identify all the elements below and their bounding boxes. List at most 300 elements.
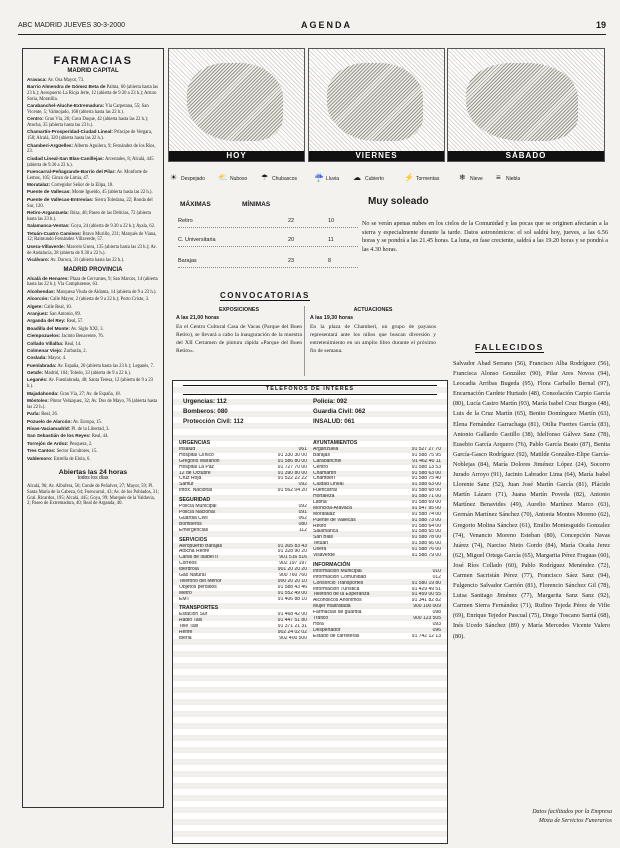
- phone-highlight: Urgencias: 112: [183, 398, 227, 405]
- phone-row: [313, 634, 441, 640]
- pharmacy-area: Tetuán-Cuatro Caminos:: [27, 230, 82, 236]
- phones-box: [172, 380, 448, 844]
- pharmacy-area: Puente de Vallecas-Entrevías:: [27, 196, 94, 202]
- pharmacy-entry: [23, 231, 163, 244]
- phone-name: Mujer maltratada: [313, 604, 351, 610]
- pharmacy-area: Parla:: [27, 411, 41, 417]
- pharmacy-address: Av. España, 20 (abierta hasta las 23 h.); Leganés, 7.: [57, 363, 155, 369]
- pharmacy-entry: [23, 355, 163, 362]
- showers-icon: ☂: [261, 173, 269, 182]
- capital-title: MADRID CAPITAL: [67, 67, 119, 74]
- phone-number: 91 547 95 00: [411, 505, 441, 511]
- min-header: MÍNIMAS: [242, 201, 271, 208]
- phone-number: 901 20 20 20: [277, 567, 307, 573]
- phone-name: Iberdrola: [179, 567, 199, 573]
- weather-map-saturday: [447, 48, 605, 162]
- temp-station: Barajas: [178, 258, 197, 264]
- pharmacy-area: Majadahonda:: [27, 390, 59, 396]
- pharmacy-area: Getafe:: [27, 370, 44, 376]
- phone-number: 012: [432, 574, 441, 580]
- pharmacy-area: Rivas-Vaciamadrid:: [27, 426, 71, 432]
- pharmacy-area: Aranjuez:: [27, 310, 49, 316]
- weather-map-today: [168, 48, 305, 162]
- phone-number: 91 588 64 00: [411, 523, 441, 529]
- phone-name: Gas Natural: [179, 573, 206, 579]
- phone-number: 061: [298, 447, 307, 452]
- pharmacy-entry: [23, 289, 163, 296]
- phone-number: 900 760 760: [279, 573, 307, 579]
- pharmacy-entry: [23, 223, 163, 230]
- temp-station: C. Universitaria: [178, 237, 216, 243]
- phone-number: 900 20 20 10: [277, 578, 307, 584]
- phone-name: Moncloa-Aravaca: [313, 505, 352, 511]
- storm-icon: ⚡: [404, 173, 414, 182]
- pharmacy-area: Alcorcón:: [27, 296, 49, 302]
- phone-name: Cruz Roja: [179, 476, 202, 482]
- pharmacy-area: Retiro-Arganzuela:: [27, 210, 69, 216]
- pharmacy-entry: [23, 318, 163, 325]
- pharmacy-address: Sector Escultores, 15.: [56, 449, 98, 455]
- phone-number: 91 562 04 20: [277, 488, 307, 494]
- pharmacies-box: [22, 48, 164, 808]
- pharmacy-address: Alberto Aguilera, 9; Fernández de los Ríos, 23.: [27, 143, 156, 155]
- phone-number: 112: [299, 527, 307, 533]
- pharmacy-entry: [23, 276, 163, 289]
- phone-number: 902 197 197: [279, 561, 307, 567]
- convocatoria-text: En el Centro Cultural Casa de Vacas (Parque del Buen Retiro), se llevará a cabo la inauguración de la muestra del XII Certamen de pintura rápida «Parque del Buen Retiro».: [176, 323, 302, 355]
- legend-label: Niebla: [506, 176, 521, 182]
- phone-name: Insalud: [179, 447, 196, 452]
- phones-column-right: [313, 437, 441, 640]
- phone-name: EMT: [179, 596, 190, 602]
- section-title: AGENDA: [301, 20, 353, 30]
- phone-name: Consorcio Transportes: [313, 580, 364, 586]
- phone-name: Información Comunidad: [313, 574, 367, 580]
- phone-name: Usera: [313, 547, 327, 553]
- phone-row: [179, 488, 307, 494]
- phone-number: 91 588 43 46: [277, 584, 307, 590]
- pharmacy-address: Zurbarán, 2.: [63, 348, 87, 354]
- phone-number: 91 588 78 00: [411, 535, 441, 541]
- pharmacy-address: Sierra Toledana, 22; Ronda del Sur, 120.: [27, 197, 153, 209]
- phone-number: 91 588 69 00: [411, 500, 441, 506]
- pharmacy-area: Arganda del Rey:: [27, 318, 66, 324]
- temp-min: 10: [328, 218, 335, 224]
- pharmacy-area: Coslada:: [27, 355, 47, 361]
- pharmacy-entry: [23, 103, 163, 116]
- convocatoria-head: ACTUACIONES: [353, 307, 393, 313]
- pharmacy-address: Marcelo Usera, 135 (abierta hasta las 23 h.); Av. de Andalucía, 28 (abierta de 9.30 a 22 h.).: [27, 244, 157, 256]
- phone-number: 91 588 65 00: [411, 529, 441, 535]
- phone-name: Fuencarral: [313, 488, 337, 494]
- pharmacy-address: Gran Vía, 26; Cava Duque, 42 (abierta hasta las 22 h.); Atocha, 35 (abierta hasta las 23 h.).: [27, 117, 148, 128]
- open-24h-text: Alcalá, 96; Av. Albufera, 56; Conde de Peñalver, 27; Mayor, 59; Pl. Santa María de la Cabeza, 64; Fuencarral, 43; Av. de los Poblados, 31; Gral. Ricardos, 195; Alcalá, 445; Goya, 99; Marqués de la Valdavia, 2; Paseo de Extremadura, 40; Real de Arganda, 40.: [27, 483, 159, 507]
- fallecidos-title: FALLECIDOS: [475, 342, 544, 352]
- pharmacies-title: FARMACIAS: [53, 55, 133, 67]
- phone-highlight: Protección Civil: 112: [183, 418, 244, 425]
- pharmacy-entry: [23, 182, 163, 189]
- phone-number: 91 371 21 31: [277, 624, 307, 630]
- phone-number: 900 123 505: [413, 616, 441, 622]
- pharmacy-entry: [23, 143, 163, 156]
- phone-row: [179, 528, 307, 534]
- pharmacy-area: Barrio Almendra de Gómez Beta de: [27, 83, 106, 89]
- phone-number: 91 390 80 00: [277, 470, 307, 476]
- pharmacy-entry: [23, 189, 163, 196]
- phone-name: Farmacias de guardia: [313, 610, 362, 616]
- legend-label: Nieve: [470, 176, 483, 182]
- pharmacy-area: Alcalá de Henares:: [27, 275, 69, 281]
- pharmacy-address: Bravo Murillo, 231; Marqués de Viana, 12; Raimundo Fernández Villaverde, 57.: [27, 231, 157, 243]
- pharmacy-entry: [23, 129, 163, 142]
- phone-name: Hortaleza: [313, 494, 335, 500]
- pharmacy-area: Fuenlabrada:: [27, 362, 57, 368]
- weather-map-friday: [308, 48, 445, 162]
- pharmacy-area: Colmenar Viejo:: [27, 347, 63, 353]
- pharmacy-address: Pesquera, 2.: [69, 441, 93, 447]
- phone-number: 91 580 19 80: [411, 580, 441, 586]
- fallecidos-list: Salvador Abad Serrano (56), Francisco Alba Rodríguez (56), Francisca Alonso González (90), Pilar Ares Novoa (94), Leocadia Arribas Bugeda (95), Flora Carballo Bernal (97), Encarnación Cardete Hurtado (48), Consolación Carpio García (80), Lucía Castro Martín (93), María Isabel Cruz Burgos (48), Luis de la Cruz Martín (65), Benito Domínguez Martín (63), Elena Fernández Garrachaga (81), Otilia Fuertes García (83), Antonio Gallardo Castillo (38), Idelfonso Gálvez Sanz (78), Eusebio García Arquero (76), Pablo García Beato (87), Benita García-Gasco Rodríguez (92), Matilde González-Elipe García-Noblejas (84), María Dolores Jiménez López (24), Socorro Jurado Arroyo (91), Jacinto Labrador Lima (64), María Isabel Llorente Sanz (52), Juan José Martín García (81), Plácido Martín Lázaro (71), Juana Martín Poveda (82), Antonio Martínez Benavides (49), Aurelio Martínez Marco (63), Germán Martínez Sánchez (70), Antonia Montes Moreno (62), Gregorio Molina Sánchez (61), Emilio Montesguido Gonzalez (74), Venancio Moreno Esteban (80), Concepción Navas Juárez (74), Narciso Nieto Gordo (84), María Ocaña Jerez (62), Miguel Ortega García (65), Margarita Pérez Fraguas (60), José Ríos Collado (60), Pablo Rodríguez Menéndez (72), Carmen Sacristán Pérez (77), Francisco Sáez Sanz (94), Fulgencio Salvador Carrión (81), Florencio Sánchez Gil (78), Luisa Santiago Jiménez (77), Margarita Sanz Sanz (92), Carmen Sierra Fernández (71), Rufino Tejeda Pérez de Vifie (69), Enrique Tejedor Pascual (75), Diego Toscano Sarriá (68), Inés Ucedo Sánchez (89) y María Mercedes Vicente Valero (80).: [453, 360, 610, 640]
- pharmacy-entry: [23, 197, 163, 210]
- phone-name: Objetos perdidos: [179, 584, 217, 590]
- phone-number: 91 522 22 22: [277, 476, 307, 482]
- phone-number: 902 400 500: [279, 636, 307, 642]
- phone-number: 91 330 30 00: [277, 452, 307, 458]
- pharmacy-address: Corregidor Señor de la Elipa, 18.: [51, 183, 114, 189]
- provincia-title: MADRID PROVINCIA: [63, 266, 123, 273]
- pharmacy-area: Ciempozuelos:: [27, 333, 61, 339]
- rain-icon: ☔: [314, 173, 324, 182]
- phone-highlight: Guardia Civil: 062: [313, 408, 366, 415]
- map-caption: SÁBADO: [448, 151, 604, 161]
- phones-column-left: [179, 437, 307, 642]
- pharmacy-area: Alcobendas:: [27, 288, 56, 294]
- legend-label: Tormentas: [416, 176, 440, 182]
- convocatoria-time: A las 19,30 horas: [310, 315, 354, 322]
- pharmacy-entry: [23, 448, 163, 455]
- phone-number: 902 24 02 02: [277, 630, 307, 636]
- convocatoria-head: EXPOSICIONES: [218, 307, 260, 313]
- open-24h-title: Abiertas las 24 horas: [58, 469, 128, 477]
- pharmacy-area: San Sebastián de los Reyes:: [27, 433, 91, 439]
- pharmacy-entry: [23, 456, 163, 463]
- phone-name: San Blas: [313, 535, 334, 541]
- pharmacy-area: Fuencarral-Peñagrande-Barrio del Pilar:: [27, 168, 116, 174]
- open-24h-subtitle: todos los días: [77, 475, 109, 482]
- phone-number: 010: [432, 568, 441, 574]
- map-region: [327, 63, 423, 141]
- phone-number: 91 586 80 00: [277, 458, 307, 464]
- pharmacy-area: Moratalaz:: [27, 182, 51, 188]
- phones-title: TELÉFONOS DE INTERÉS: [183, 385, 437, 395]
- pharmacy-address: Goya, 24 (abierta de 9.30 a 22 h.); Ayala, 62.: [70, 224, 156, 230]
- phone-number: 91 588 63 00: [411, 470, 441, 476]
- phone-number: 901 516 516: [279, 555, 307, 561]
- pharmacy-area: Centro:: [27, 116, 44, 122]
- phone-name: 12 de Octubre: [179, 470, 211, 476]
- pharmacy-address: Calle Mayor, 2 (abierta de 9 a 22 h.); Porto Cristo, 3.: [50, 297, 150, 303]
- phone-name: Villaverde: [313, 553, 335, 559]
- phone-name: Carabanchel: [313, 458, 342, 464]
- phone-number: 91 588 13 53: [411, 464, 441, 470]
- pharmacy-address: Real, 26.: [41, 412, 58, 418]
- phone-name: Latina: [313, 500, 327, 506]
- phone-number: 062: [298, 515, 307, 521]
- phone-name: Hora: [313, 621, 324, 627]
- pharmacy-address: Real, 44.: [91, 434, 109, 440]
- source-line: Mixta de Servicios Funerarios: [538, 818, 612, 824]
- phone-number: 91 447 51 80: [277, 618, 307, 624]
- phone-name: Chamberí: [313, 476, 335, 482]
- pharmacy-entry: [23, 341, 163, 348]
- phone-name: Estado de carreteras: [313, 633, 360, 639]
- phone-number: 092: [298, 482, 307, 488]
- pharmacy-address: Av. Monforte de Lemos, 105; Ginzo de Limia, 47.: [27, 169, 148, 181]
- convocatorias-title: CONVOCATORIAS: [220, 291, 310, 300]
- temp-max: 22: [288, 218, 295, 224]
- pharmacy-area: Algete:: [27, 303, 43, 309]
- map-region: [187, 63, 283, 141]
- phone-name: Canal de Isabel II: [179, 555, 218, 561]
- phone-number: 91 459 00 55: [411, 592, 441, 598]
- capital-list: [23, 77, 163, 264]
- pharmacy-address: Real, 57.: [66, 319, 84, 325]
- phone-number: 91 406 88 10: [277, 596, 307, 602]
- pharmacy-address: Real, 14.: [64, 341, 82, 347]
- pharmacy-area: Vicálvaro:: [27, 257, 50, 263]
- convocatoria-exposiciones: [176, 306, 302, 356]
- column-divider: [304, 306, 305, 376]
- legend-label: Chubascos: [272, 176, 298, 182]
- phone-name: Puente de Vallecas: [313, 517, 356, 523]
- pharmacy-area: Móstoles:: [27, 398, 49, 404]
- phones-category: SEGURIDAD: [179, 497, 211, 504]
- phones-category: AYUNTAMIENTOS: [313, 440, 358, 446]
- max-header: MÁXIMAS: [180, 201, 211, 208]
- pharmacy-address: San Antonio, 89.: [49, 311, 82, 317]
- pharmacy-entry: [23, 348, 163, 355]
- phone-name: Teléfono del Menor: [179, 578, 222, 584]
- sun-icon: ☀: [170, 173, 178, 182]
- phone-name: Teléfono de la Esperanza: [313, 592, 370, 598]
- pharmacy-entry: [23, 363, 163, 370]
- legend-label: Cubierto: [365, 176, 384, 182]
- pharmacy-area: Ciudad Lineal-San Blas-Canillejas:: [27, 155, 105, 161]
- phone-name: Intox. Nacional: [179, 488, 213, 494]
- pharmacy-entry: [23, 333, 163, 340]
- phone-name: Guardia Civil: [179, 515, 208, 521]
- phone-highlight: INSALUD: 061: [313, 418, 355, 425]
- phone-highlight: Policía: 092: [313, 398, 348, 405]
- header-date: ABC MADRID JUEVES 30-3-2000: [18, 22, 125, 29]
- pharmacy-area: Pozuelo de Alarcón:: [27, 418, 72, 424]
- pharmacy-entry: [23, 311, 163, 318]
- phone-number: 91 527 27 70: [411, 447, 441, 452]
- phone-name: Arganzuela: [313, 447, 339, 452]
- phone-number: 91 588 76 00: [411, 547, 441, 553]
- pharmacy-area: Aravaca:: [27, 76, 47, 82]
- pharmacy-entry: [23, 370, 163, 377]
- phone-number: 91 742 12 13: [411, 633, 441, 639]
- phone-number: 91 468 42 00: [277, 612, 307, 618]
- pharmacy-entry: [23, 210, 163, 223]
- pharmacy-entry: [23, 84, 163, 102]
- pharmacy-address: Pl. de la Libertad, 3.: [71, 427, 110, 433]
- phone-number: 91 588 75 95: [411, 452, 441, 458]
- pharmacy-address: Av. Daroca, 31 (abierta hasta las 22 h.).: [50, 258, 125, 264]
- pharmacy-address: Marquesa Viuda de Aldama, 14 (abierta de 9 a 23 h.).: [56, 289, 157, 295]
- pharmacy-address: Av. Osa Mayor, 73.: [47, 77, 85, 83]
- pharmacy-area: Leganés:: [27, 377, 48, 383]
- phone-number: 91 588 79 00: [411, 553, 441, 559]
- pharmacy-entry: [23, 156, 163, 169]
- legend-label: Lluvia: [326, 176, 340, 182]
- pharmacy-address: Jacinto Benavente, 76.: [61, 334, 104, 340]
- phone-number: 91 429 49 51: [411, 586, 441, 592]
- provincia-list: [23, 276, 163, 463]
- phone-name: Atocha Renfe: [179, 549, 210, 555]
- pharmacy-entry: [23, 244, 163, 257]
- phone-name: Tetuán: [313, 541, 329, 547]
- pharmacy-address: Monte Igueldo, 45 (abierta hasta las 22 h.).: [71, 190, 153, 196]
- page-number: 19: [595, 20, 606, 30]
- pharmacy-address: Estrella de Elola, 6.: [53, 456, 91, 462]
- phone-name: Hospital Clínico: [179, 452, 214, 458]
- phone-name: Salamanca: [313, 529, 339, 535]
- phone-number: 900 100 009: [413, 604, 441, 610]
- weather-legend: [170, 172, 600, 186]
- phone-name: Aeropuerto Barajas: [179, 543, 223, 549]
- phone-highlight: Bomberos: 080: [183, 408, 228, 415]
- fallecidos-source: [478, 808, 612, 826]
- pharmacy-entry: [23, 116, 163, 129]
- phone-name: Gregorio Marañón: [179, 458, 220, 464]
- pharmacy-area: Chamartín-Prosperidad-Ciudad Lineal:: [27, 129, 113, 135]
- pharmacy-address: Arcentales, 8; Alcalá, 445 (abierta de 9.30 a 23 h.).: [27, 156, 154, 168]
- phone-name: Policía Nacional: [179, 510, 215, 516]
- temp-max: 23: [288, 258, 295, 264]
- pharmacy-entry: [23, 377, 163, 390]
- convocatoria-actuaciones: [310, 306, 436, 356]
- phone-number: 91 552 49 00: [277, 590, 307, 596]
- phone-name: Tráfico: [313, 616, 329, 622]
- map-caption: HOY: [169, 151, 304, 161]
- pharmacy-address: Príncipe de Vergara, 158; Alcalá, 320 (abierta hasta las 22 h.).: [27, 130, 153, 142]
- phone-number: 91 588 63 00: [411, 482, 441, 488]
- phone-name: Renfe: [179, 630, 193, 636]
- weather-text: No se verán apenas nubes en los cielos de la Comunidad y las pocas que se originen afectarán a la sierra y especialmente durante la tarde. Datos astronómicos: el sol saldrá hoy, jueves, a las 6.56 horas y se pondrá a las 21.45 horas. La luna, en fase creciente, saldrá a las 19.20 horas y se pondrá a las 4.30 horas.: [362, 221, 608, 253]
- phone-name: Tele Taxi: [179, 624, 199, 630]
- pharmacy-area: Chamberí-Argüelles:: [27, 142, 74, 148]
- phone-name: Metro: [179, 590, 192, 596]
- phone-number: 093: [432, 621, 441, 627]
- pharmacy-address: Ibiza, 46; Paseo de las Delicias, 72 (abierta hasta las 23 h.).: [27, 211, 151, 222]
- convocatoria-time: A las 21,00 horas: [176, 315, 220, 322]
- pharmacy-address: Av. Fuenlabrada, 48; Santa Teresa, 12 (abierta de 9 a 23 h.).: [27, 378, 154, 390]
- pharmacy-address: Gran Vía, 27; Av. de España, 18.: [59, 391, 121, 397]
- phone-row: [313, 553, 441, 559]
- pharmacy-address: Vía Carpetana, 55; San Vicente, 5; Valmojado, 168 (abierta hasta las 22 h.).: [27, 103, 149, 115]
- phone-number: 098: [432, 610, 441, 616]
- phones-category: SERVICIOS: [179, 536, 208, 543]
- legend-label: Nuboso: [230, 176, 248, 182]
- pharmacy-address: Plaza de Cervantes, 9; San Marcos, 14 (abierta hasta las 22 h.); Vía Complutense, 63.: [27, 276, 158, 288]
- pharmacy-entry: [23, 296, 163, 303]
- phone-name: Información Turística: [313, 586, 360, 592]
- phone-number: 91 588 73 00: [411, 517, 441, 523]
- phone-name: Chamartín: [313, 470, 337, 476]
- phone-name: Retiro: [313, 523, 327, 529]
- phone-name: Moratalaz: [313, 511, 335, 517]
- pharmacy-address: Av. Europa, 15.: [72, 419, 102, 425]
- pharmacy-entry: [23, 411, 163, 418]
- phone-name: Bomberos: [179, 521, 202, 527]
- pharmacy-area: Tres Cantos:: [27, 448, 56, 454]
- pharmacy-address: Palma, 60 (abierta hasta las 23 h.); Aeropuerto La Rioja Jerte, 12 (abierta de 9.30 a 23 h.); Arturo Soria, Moratilla.: [27, 84, 159, 102]
- pharmacy-area: Collado Villalba:: [27, 340, 64, 346]
- map-caption: VIERNES: [309, 151, 444, 161]
- temp-row: [178, 258, 358, 268]
- phone-number: 91 305 83 43: [277, 543, 307, 549]
- pharmacy-entry: [23, 169, 163, 182]
- phone-name: Despertador: [313, 627, 341, 633]
- phone-row: [179, 597, 307, 603]
- temp-max: 20: [288, 237, 295, 243]
- pharmacy-address: Calle Real, 10.: [44, 304, 72, 310]
- map-region: [466, 63, 578, 141]
- pharmacy-entry: [23, 77, 163, 84]
- temp-min: 8: [328, 258, 332, 264]
- phone-name: Ciudad Lineal: [313, 482, 344, 488]
- temp-row: [178, 218, 358, 228]
- pharmacy-area: Boadilla del Monte:: [27, 325, 70, 331]
- phones-highlights: [183, 396, 437, 429]
- pharmacy-address: Av. Siglo XXI, 3.: [70, 326, 104, 332]
- phones-category: TRANSPORTES: [179, 605, 219, 612]
- pharmacy-entry: [23, 257, 163, 264]
- temperatures-table: [178, 201, 358, 281]
- pharmacy-address: Mayor, 4.: [47, 356, 67, 362]
- phone-name: Correos: [179, 561, 197, 567]
- phone-number: 91 588 71 00: [411, 494, 441, 500]
- temp-min: 11: [328, 237, 334, 243]
- phone-number: 91 588 68 00: [411, 488, 441, 494]
- cloud-icon: ☁: [353, 173, 361, 182]
- weather-headline: Muy soleado: [368, 196, 429, 207]
- pharmacy-entry: [23, 426, 163, 433]
- pharmacy-area: Salamanca-Ventas:: [27, 223, 70, 229]
- phone-name: Centro: [313, 464, 329, 470]
- pharmacy-area: Carabanchel-Aluche-Extremadura:: [27, 102, 105, 108]
- phone-number: 096: [432, 627, 441, 633]
- pharmacy-entry: [23, 304, 163, 311]
- fog-icon: ≡: [496, 173, 501, 182]
- pharmacy-area: Valdemoro:: [27, 455, 53, 461]
- pharmacy-address: Madrid, 104; Toledo, 33 (abierta de 9 a 22 h.).: [44, 371, 132, 377]
- phone-number: 91 341 82 82: [411, 598, 441, 604]
- phone-name: Emergencias: [179, 527, 209, 533]
- temp-station: Retiro: [178, 218, 193, 224]
- phone-name: Policía Municipal: [179, 504, 217, 510]
- phones-category: INFORMACIÓN: [313, 561, 351, 568]
- pharmacy-entry: [23, 326, 163, 333]
- cloud-sun-icon: ⛅: [218, 173, 228, 182]
- pharmacy-address: Pintor Velázquez, 32; Av. Dos de Mayo, 76 (abierta hasta las 22 h.).: [27, 399, 158, 410]
- phone-name: Alcohólicos Anónimos: [313, 598, 362, 604]
- phone-number: 91 588 75 40: [411, 476, 441, 482]
- phone-number: 91 462 40 11: [412, 458, 441, 464]
- phone-number: 91 727 70 00: [277, 464, 307, 470]
